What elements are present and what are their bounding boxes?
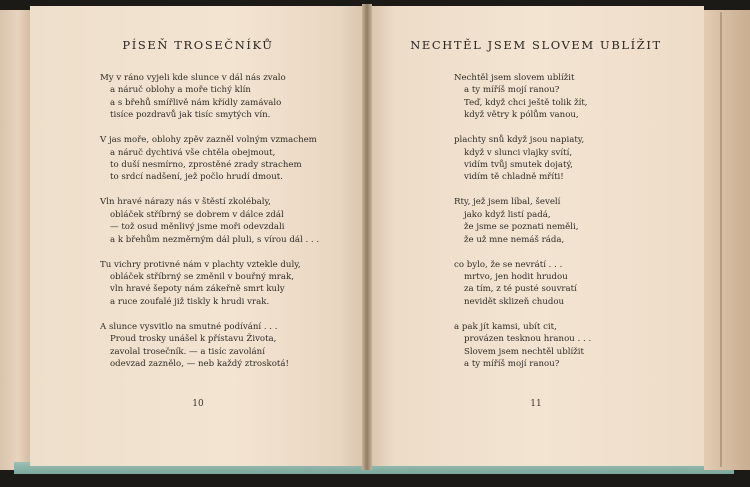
stanza bbox=[100, 72, 319, 122]
poem-line: jako když listí padá, bbox=[464, 209, 551, 220]
poem-line: Teď, když chci ještě tolik žít, bbox=[464, 97, 588, 108]
poem-line: odevzad zaznělo, — neb každý ztroskotá! bbox=[110, 359, 289, 370]
poem-line: že jsme se poznati neměli, bbox=[464, 222, 579, 233]
stanza bbox=[454, 321, 591, 371]
stanza bbox=[454, 259, 591, 309]
stanza bbox=[100, 259, 319, 309]
stanza bbox=[454, 134, 591, 184]
poem-line: za tím, z té pusté souvratí bbox=[464, 284, 577, 295]
poem-line: a k břehům nezměrným dál pluli, s vírou dál . . . bbox=[110, 234, 320, 245]
poem-line: a pak jít kamsi, ubít cit, bbox=[454, 321, 557, 332]
poem-line: obláček stříbrný se změnil v bouřný mrak, bbox=[110, 272, 294, 283]
poem-line: Slovem jsem nechtěl ublížit bbox=[464, 346, 584, 357]
poem-line: provázen tesknou hranou . . . bbox=[464, 334, 592, 345]
poem-line: mrtvo, jen hodit hrudou bbox=[464, 272, 568, 283]
poem-line: A slunce vysvitlo na smutné podívání . . . bbox=[100, 321, 278, 332]
poem-line: zavolal trosečník. — a tisíc zavolání bbox=[110, 346, 265, 357]
poem-line: My v ráno vyjeli kde slunce v dál nás zvalo bbox=[100, 73, 286, 83]
stanza bbox=[454, 196, 591, 246]
poem-line: a náruč dychtivá vše chtěla obejmout, bbox=[110, 147, 276, 158]
poem-line: Rty, jež jsem líbal, ševelí bbox=[454, 197, 561, 208]
poem-line: to srdcí nadšení, jež počlo hrudí dmout. bbox=[110, 172, 283, 183]
poem-line: když v slunci vlajky svítí, bbox=[464, 147, 573, 158]
poem-line: tisíce pozdravů jak tisíc smytých vín. bbox=[110, 110, 271, 121]
poem-line: a ty míříš mojí ranou? bbox=[464, 85, 560, 96]
poem-line: a náruč oblohy a moře tichý klín bbox=[110, 85, 251, 96]
poem-line: že už mne nemáš ráda, bbox=[464, 234, 565, 245]
page-stack-line bbox=[720, 12, 722, 467]
poem-line: obláček stříbrný se dobrem v dálce zdál bbox=[110, 209, 284, 220]
left-poem bbox=[100, 72, 319, 383]
poem-line: co bylo, že se nevrátí . . . bbox=[454, 259, 563, 270]
stanza bbox=[100, 196, 319, 246]
poem-line: a ruce zoufalé již tiskly k hrudi vrak. bbox=[110, 296, 270, 307]
poem-line: Nechtěl jsem slovem ublížit bbox=[454, 73, 575, 83]
poem-line: Proud trosky unášel k přístavu Života, bbox=[110, 334, 277, 345]
poem-line: vidím tvůj smutek dojatý, bbox=[464, 160, 573, 171]
poem-line: a ty míříš mojí ranou? bbox=[464, 359, 560, 370]
poem-line: Vln hravé nárazy nás v štěstí zkolébaly, bbox=[100, 197, 271, 208]
right-poem bbox=[454, 72, 591, 383]
book-edge-left bbox=[0, 10, 30, 470]
poem-line: vln hravé šepoty nám zákeřně smrt kuly bbox=[110, 284, 285, 295]
right-page bbox=[368, 6, 704, 466]
poem-line: V jas moře, oblohy zpěv zazněl volným vzmachem bbox=[100, 135, 317, 146]
left-page-number: 10 bbox=[192, 399, 204, 409]
poem-line: vidím tě chladně mříti! bbox=[464, 172, 564, 183]
right-page-number: 11 bbox=[530, 399, 542, 409]
poem-line: a s břehů smířlivě nám křídly zamávalo bbox=[110, 97, 282, 108]
poem-line: — tož osud měnlivý jsme moři odevzdali bbox=[110, 222, 285, 233]
poem-line: když větry k pólům vanou, bbox=[464, 110, 579, 121]
poem-line: plachty snů když jsou napiaty, bbox=[454, 135, 585, 146]
poem-line: nevidět sklizeň chudou bbox=[464, 296, 565, 307]
left-page-title: PÍSEŇ TROSEČNÍKŮ bbox=[122, 38, 274, 52]
book-gutter bbox=[362, 4, 372, 470]
stanza bbox=[100, 321, 319, 371]
stanza bbox=[454, 72, 591, 122]
poem-line: to duší nesmírno, zprostěné zrady strachem bbox=[110, 160, 302, 171]
stanza bbox=[100, 134, 319, 184]
poem-line: Tu vichry protivné nám v plachty vztekle duly, bbox=[100, 259, 301, 270]
book-edge-right bbox=[704, 10, 750, 470]
left-page bbox=[30, 6, 366, 466]
right-page-title: NECHTĚL JSEM SLOVEM UBLÍŽIT bbox=[410, 38, 662, 52]
